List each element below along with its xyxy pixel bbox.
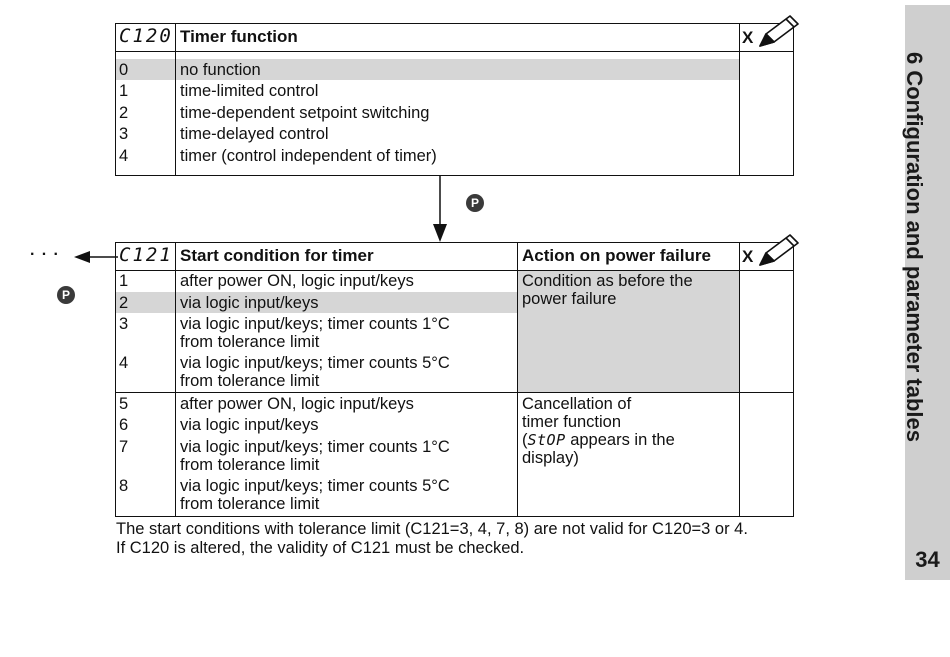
option-label: via logic input/keys (180, 416, 319, 434)
pencil-icon (758, 12, 804, 50)
footnote: The start conditions with tolerance limit (C121=3, 4, 7, 8) are not valid for C120=3 or 4. (116, 520, 748, 538)
option-value: 7 (119, 438, 129, 456)
option-label: after power ON, logic input/keys (180, 395, 414, 413)
pencil-icon (758, 231, 804, 269)
footnote: If C120 is altered, the validity of C121 must be checked. (116, 539, 525, 557)
option-label: via logic input/keys; timer counts 5°C (180, 477, 450, 495)
paren-open: ( (522, 431, 528, 449)
start-condition-table (115, 242, 794, 517)
option-value: 3 (119, 125, 129, 143)
option-label-continuation: from tolerance limit (180, 333, 320, 351)
option-value: 1 (119, 82, 129, 100)
option-value: 2 (119, 294, 129, 312)
x-column-label: X (742, 28, 754, 47)
option-label: via logic input/keys; timer counts 5°C (180, 354, 450, 372)
option-label-continuation: from tolerance limit (180, 372, 320, 390)
option-label: time-delayed control (180, 125, 329, 143)
option-label: time-limited control (180, 82, 319, 100)
p-key-icon: P (57, 286, 75, 304)
parameter-code: C121 (119, 244, 173, 266)
power-failure-action: Cancellation of (522, 395, 632, 413)
power-failure-action: timer function (522, 413, 622, 431)
option-value: 3 (119, 315, 129, 333)
parameter-code: C120 (119, 25, 173, 47)
table-title: Timer function (180, 27, 298, 46)
option-value: 1 (119, 272, 129, 290)
option-label-continuation: from tolerance limit (180, 456, 320, 474)
option-label: no function (180, 61, 261, 79)
option-label: via logic input/keys; timer counts 1°C (180, 438, 450, 456)
option-value: 0 (119, 61, 129, 79)
timer-function-table (115, 23, 794, 176)
continuation-dots: · · · (30, 246, 60, 263)
down-arrow-icon (430, 176, 450, 244)
option-value: 2 (119, 104, 129, 122)
power-failure-action: Condition as before the (522, 272, 693, 290)
option-label: timer (control independent of timer) (180, 147, 437, 165)
option-value: 6 (119, 416, 129, 434)
option-value: 4 (119, 147, 129, 165)
left-arrow-icon (72, 249, 118, 265)
option-label: via logic input/keys; timer counts 1°C (180, 315, 450, 333)
page-number: 34 (915, 547, 940, 572)
power-failure-action (522, 431, 675, 449)
option-label: time-dependent setpoint switching (180, 104, 430, 122)
stop-display-code: StOP (527, 431, 566, 449)
option-value: 8 (119, 477, 129, 495)
section-title: 6 Configuration and parameter tables (902, 52, 927, 442)
p-key-icon: P (466, 194, 484, 212)
option-label-continuation: from tolerance limit (180, 495, 320, 513)
x-column-label: X (742, 247, 754, 266)
option-value: 4 (119, 354, 129, 372)
option-label: after power ON, logic input/keys (180, 272, 414, 290)
option-value: 5 (119, 395, 129, 413)
action-column-header: Action on power failure (522, 246, 711, 265)
option-label: via logic input/keys (180, 294, 319, 312)
power-failure-action: power failure (522, 290, 617, 308)
table-title: Start condition for timer (180, 246, 374, 265)
power-failure-action: display) (522, 449, 579, 467)
stop-text: appears in the (565, 431, 675, 449)
